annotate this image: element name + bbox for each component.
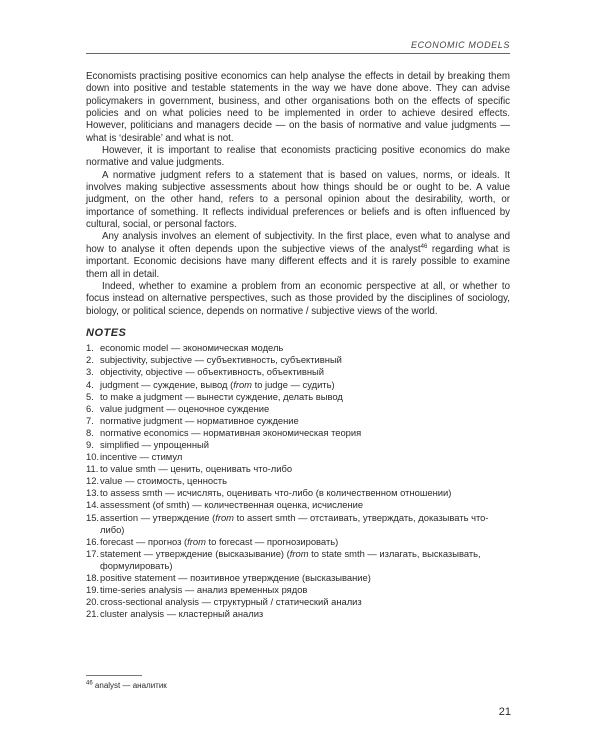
paragraph: However, it is important to realise that economists practicing positive economics do make normative and value judgments.	[86, 145, 510, 169]
note-text-part: judgment — суждение, вывод (	[100, 378, 234, 390]
main-text	[86, 71, 510, 620]
text-segment: Any analysis involves an element of subjectivity. In the first place, even what to analyse and how to analyse it often depends upon the subjective views of the analyst	[86, 231, 510, 255]
note-number: 6.	[86, 402, 94, 414]
notes-title: NOTES	[86, 326, 127, 339]
note-text: economic model — экономическая модель	[100, 342, 284, 354]
note-text-part: to assert smth — отстаивать, утверждать, доказывать что-либо)	[100, 511, 489, 535]
note-text-part: from	[233, 378, 252, 390]
paragraph-analysis	[86, 231, 510, 280]
note-item	[86, 584, 510, 596]
note-item	[86, 366, 510, 378]
note-number: 8.	[86, 426, 94, 438]
note-text: objectivity, objective — объективность, объективный	[100, 366, 325, 378]
note-text: positive statement — позитивное утверждение (высказывание)	[100, 572, 371, 583]
note-item	[86, 354, 510, 366]
note-text	[100, 512, 510, 536]
paragraph: A normative judgment refers to a statement that is based on values, norms, or ideals. It involves making subjective assessments about how things should be or ought to be. A value judgment, on the other hand, refers to a personal opinion about the desirability, worth, or importance of something. It reflects individual preferences or beliefs and is often influenced by cultural, social, or personal factors.	[86, 169, 510, 231]
note-number: 7.	[86, 414, 94, 426]
paragraph: Indeed, whether to examine a problem from an economic perspective at all, or whether to focus instead on alternative perspectives, such as those provided by the disciplines of sociology, biology, or political science, depends on normative / subjective views of the world.	[86, 280, 510, 317]
note-item	[86, 596, 510, 608]
note-text-part: forecast — прогноз (	[100, 535, 188, 547]
note-number: 15.	[86, 511, 100, 523]
footnote-ref: 46	[420, 243, 428, 250]
footnote-rule	[86, 675, 142, 676]
note-number: 9.	[86, 438, 94, 450]
note-text-part: to forecast — прогнозировать)	[205, 535, 339, 547]
note-item	[86, 512, 510, 536]
note-number: 4.	[86, 378, 94, 390]
note-item	[86, 475, 510, 487]
notes-list	[86, 342, 510, 620]
note-number: 20.	[86, 596, 100, 608]
note-number: 10.	[86, 451, 100, 463]
note-text-part: to state smth — излагать, высказывать, формулировать)	[100, 547, 481, 571]
note-text: subjectivity, subjective — субъективность, субъективный	[100, 354, 342, 366]
footnote-content: analyst — аналитик	[94, 681, 167, 690]
note-number: 13.	[86, 487, 100, 499]
note-item	[86, 439, 510, 451]
note-item	[86, 403, 510, 415]
footnote	[86, 675, 510, 690]
note-item	[86, 536, 510, 548]
note-item	[86, 451, 510, 463]
note-text	[100, 379, 510, 391]
note-text-part: from	[289, 547, 309, 559]
note-item	[86, 379, 510, 391]
note-text-part: to judge — судить)	[251, 378, 335, 390]
note-number: 12.	[86, 475, 100, 487]
note-item	[86, 499, 510, 511]
note-number: 17.	[86, 547, 100, 559]
note-text: cross-sectional analysis — структурный / статический анализ	[100, 596, 362, 608]
note-text: simplified — упрощенный	[100, 438, 210, 450]
header-title: ECONOMIC MODELS	[86, 40, 510, 54]
note-text: incentive — стимул	[100, 451, 183, 463]
note-item	[86, 608, 510, 620]
note-text-part: from	[187, 535, 206, 547]
note-number: 1.	[86, 342, 94, 354]
note-text: value — стоимость, ценность	[100, 475, 227, 487]
text-segment: regarding what is important. Economic decisions have many different effects and it is rarely possible to examine them all in detail.	[86, 243, 510, 280]
note-text	[100, 536, 510, 548]
note-text: to make a judgment — вынести суждение, делать вывод	[100, 390, 343, 402]
footnote-text	[86, 681, 510, 690]
note-item	[86, 427, 510, 439]
note-number: 16.	[86, 535, 100, 547]
note-text-part: statement — утверждение (высказывание) (	[100, 547, 290, 559]
note-item	[86, 342, 510, 354]
note-text: normative economics — нормативная экономическая теория	[100, 426, 362, 438]
page-number: 21	[498, 706, 511, 718]
note-text: assessment (of smth) — количественная оценка, исчисление	[100, 499, 364, 511]
running-header	[86, 40, 510, 54]
note-text-part: assertion — утверждение (	[100, 511, 216, 523]
note-text: value judgment — оценочное суждение	[100, 402, 270, 414]
note-text: to assess smth — исчислять, оценивать что-либо (в количественном отношении)	[100, 487, 452, 499]
note-text: time-series analysis — анализ временных рядов	[100, 584, 308, 596]
note-number: 2.	[86, 354, 94, 366]
note-text: cluster analysis — кластерный анализ	[100, 608, 264, 620]
note-number: 18.	[86, 572, 100, 583]
note-item	[86, 391, 510, 403]
note-number: 14.	[86, 499, 100, 511]
note-number: 5.	[86, 390, 94, 402]
note-number: 19.	[86, 584, 100, 596]
note-number: 21.	[86, 608, 100, 620]
note-item	[86, 572, 510, 584]
footnote-number: 46	[86, 680, 93, 687]
note-text-part: from	[215, 511, 234, 523]
note-text: normative judgment — нормативное суждение	[100, 414, 299, 426]
paragraph: Economists practising positive economics can help analyse the effects in detail by breaking them down into positive and testable statements in the way we have done above. They can advise policymakers in government, business, and other organisations both on the effects of specific policies and on what policies need to be implemented in order to achieve desired effects. However, politicians and managers decide — on the basis of normative and value judgments — what is ‘desirable’ and what is not.	[86, 71, 510, 144]
note-text	[100, 548, 510, 572]
note-number: 3.	[86, 366, 94, 378]
note-text: to value smth — ценить, оценивать что-либо	[100, 463, 293, 475]
note-item	[86, 548, 510, 572]
note-item	[86, 463, 510, 475]
note-number: 11.	[86, 463, 99, 475]
note-item	[86, 415, 510, 427]
note-item	[86, 487, 510, 499]
